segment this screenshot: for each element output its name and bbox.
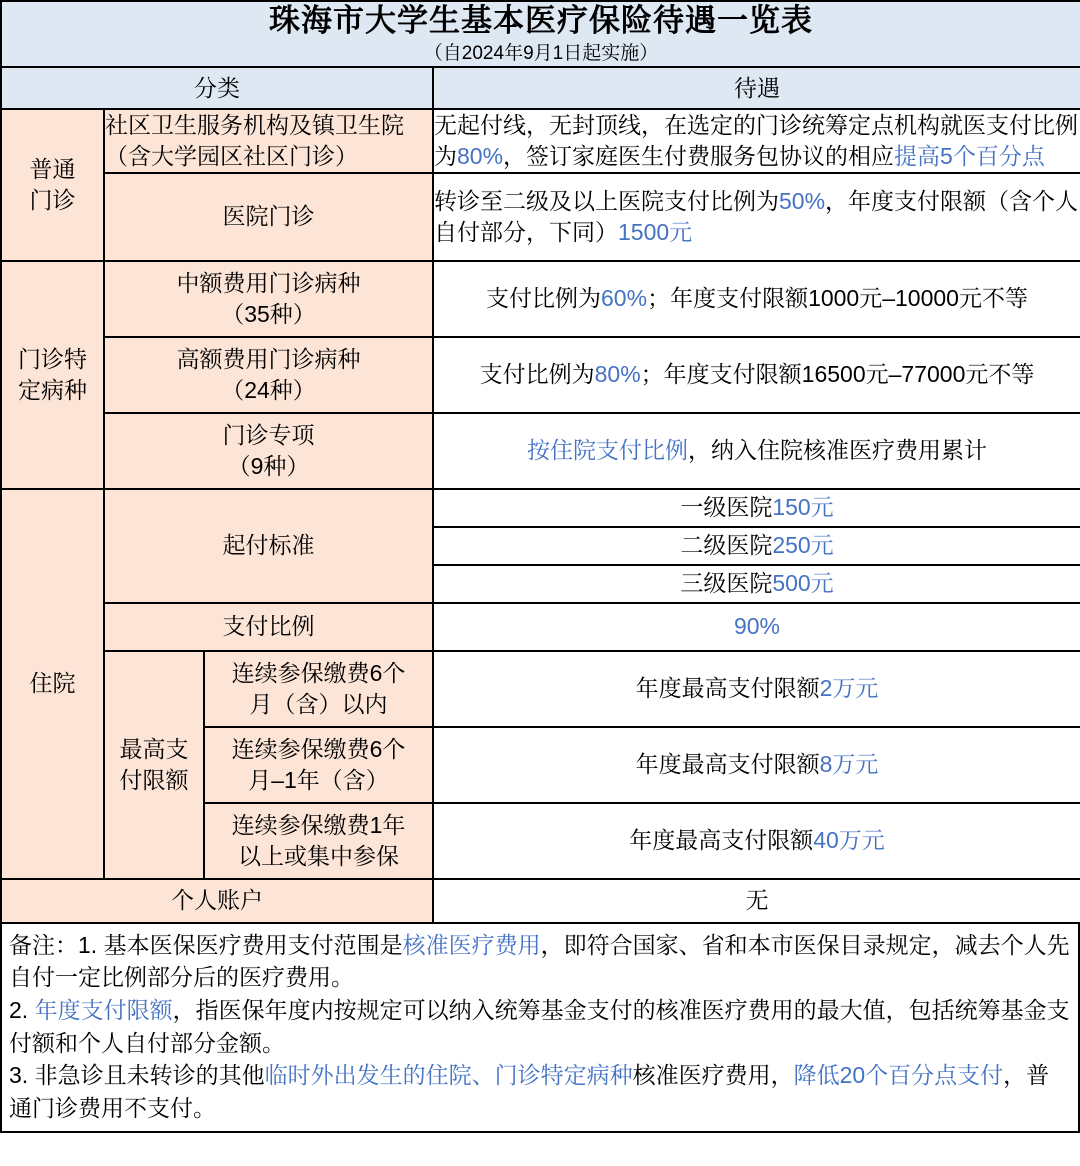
category-special-outpatient-line2: 定病种 bbox=[18, 376, 87, 403]
category-special-outpatient bbox=[1, 261, 104, 489]
text-run-3: 提高5个百分点 bbox=[894, 143, 1045, 170]
table-row bbox=[1, 489, 1080, 603]
benefit-medium-cost-diseases bbox=[433, 261, 1080, 337]
category-personal-account: 个人账户 bbox=[1, 879, 433, 923]
deductible-level-2 bbox=[434, 527, 1080, 565]
subcategory-high-cost-diseases bbox=[104, 337, 433, 413]
text-run-2: ；年度支付限额1000元–10000元不等 bbox=[647, 285, 1028, 312]
text-run-1: 临时外出发生的住院、门诊特定病种 bbox=[264, 1062, 633, 1089]
text-run-1: 50% bbox=[779, 188, 826, 215]
deductible-level-2-label: 二级医院 bbox=[680, 532, 773, 559]
text-run-1: 核准医疗费用 bbox=[402, 931, 541, 958]
maxlimit-tier-2-amount: 8万元 bbox=[819, 751, 879, 778]
subcategory-medium-cost-diseases-line1: 中额费用门诊病种 bbox=[176, 270, 361, 297]
table-row bbox=[1, 879, 1080, 923]
category-general-outpatient-line1: 普通 bbox=[29, 156, 76, 183]
subcategory-community-clinic: 社区卫生服务机构及镇卫生院（含大学园区社区门诊） bbox=[104, 109, 433, 172]
text-run-2: ，签订家庭医生付费服务包协议的相应 bbox=[503, 143, 895, 170]
text-run-0: 支付比例为 bbox=[486, 285, 602, 312]
payment-ratio-value: 90% bbox=[733, 613, 781, 640]
maxlimit-tier-3-value bbox=[433, 803, 1080, 879]
header-benefit: 待遇 bbox=[433, 67, 1080, 109]
text-run-1: 80% bbox=[594, 361, 641, 388]
benefit-community-clinic bbox=[433, 109, 1080, 172]
table-row bbox=[1, 173, 1080, 261]
deductible-level-3-label: 三级医院 bbox=[680, 570, 773, 597]
subcategory-hospital-outpatient: 医院门诊 bbox=[104, 173, 433, 261]
maxlimit-tier-1-line1: 连续参保缴费6个 bbox=[231, 660, 406, 687]
benefit-personal-account: 无 bbox=[433, 879, 1080, 923]
table-row bbox=[1, 603, 1080, 651]
list-item bbox=[434, 490, 1080, 527]
maxlimit-tier-2-label bbox=[204, 727, 433, 803]
footnote-1 bbox=[9, 929, 1071, 994]
maxlimit-tier-1-amount: 2万元 bbox=[819, 675, 879, 702]
page-title: 珠海市大学生基本医疗保险待遇一览表 bbox=[269, 3, 813, 38]
deductible-subtable bbox=[434, 490, 1080, 602]
maxlimit-tier-1-value bbox=[433, 651, 1080, 727]
benefit-payment-ratio bbox=[433, 603, 1080, 651]
subcategory-medium-cost-diseases-line2: （35种） bbox=[221, 300, 316, 327]
list-item bbox=[434, 527, 1080, 565]
category-general-outpatient-line2: 门诊 bbox=[29, 187, 76, 214]
deductible-level-1 bbox=[434, 490, 1080, 527]
subcategory-high-cost-diseases-line1: 高额费用门诊病种 bbox=[176, 346, 361, 373]
footnote-2 bbox=[9, 994, 1071, 1059]
text-run-3: 1500元 bbox=[618, 218, 693, 245]
table-row bbox=[1, 109, 1080, 172]
text-run-2: ，即符合国家、省和本市医保目录规定，减去个人先自付一定比例部分后的医疗费用。 bbox=[9, 931, 1070, 991]
table-row bbox=[1, 413, 1080, 489]
footnotes bbox=[0, 924, 1080, 1133]
subcategory-high-cost-diseases-line2: （24种） bbox=[221, 376, 316, 403]
maxlimit-tier-2-line2: 月–1年（含） bbox=[248, 766, 389, 793]
maxlimit-tier-1-label bbox=[204, 651, 433, 727]
table-row bbox=[1, 337, 1080, 413]
subcategory-max-limit bbox=[104, 651, 204, 879]
table-row bbox=[1, 261, 1080, 337]
maxlimit-tier-2-value bbox=[433, 727, 1080, 803]
header-category: 分类 bbox=[1, 67, 433, 109]
benefit-hospital-outpatient bbox=[433, 173, 1080, 261]
maxlimit-tier-3-amount: 40万元 bbox=[813, 827, 885, 854]
text-run-0: 转诊至二级及以上医院支付比例为 bbox=[434, 188, 779, 215]
text-run-0: 3. 非急诊且未转诊的其他 bbox=[9, 1062, 265, 1089]
category-inpatient: 住院 bbox=[1, 489, 104, 879]
subcategory-medium-cost-diseases bbox=[104, 261, 433, 337]
text-run-0: 无起付线，无封顶线，在选定的门诊统筹定点机构就医支付比例为 bbox=[434, 112, 1078, 170]
text-run-0: 支付比例为 bbox=[479, 361, 595, 388]
maxlimit-tier-3-label bbox=[204, 803, 433, 879]
text-run-1: 80% bbox=[457, 143, 504, 170]
text-run-0: 按住院支付比例 bbox=[527, 437, 688, 464]
subcategory-payment-ratio: 支付比例 bbox=[104, 603, 433, 651]
deductible-level-3-value: 500元 bbox=[772, 570, 834, 597]
subcategory-outpatient-special-items bbox=[104, 413, 433, 489]
subcategory-max-limit-line2: 付限额 bbox=[119, 766, 189, 793]
maxlimit-tier-3-prefix: 年度最高支付限额 bbox=[629, 827, 814, 854]
benefit-high-cost-diseases bbox=[433, 337, 1080, 413]
category-special-outpatient-line1: 门诊特 bbox=[18, 346, 87, 373]
footnote-3 bbox=[9, 1059, 1071, 1124]
text-run-2: ，年度支付限额（含个人自付部分，下同） bbox=[434, 188, 1079, 245]
maxlimit-tier-2-line1: 连续参保缴费6个 bbox=[231, 736, 406, 763]
maxlimit-tier-1-line2: 月（含）以内 bbox=[249, 690, 388, 717]
text-run-0: 备注：1. 基本医保医疗费用支付范围是 bbox=[9, 931, 403, 958]
table-row bbox=[1, 651, 1080, 727]
deductible-level-1-value: 150元 bbox=[772, 494, 834, 521]
maxlimit-tier-3-line2: 以上或集中参保 bbox=[238, 842, 399, 869]
text-run-4: ，普通门诊费用不支付。 bbox=[9, 1062, 1050, 1121]
maxlimit-tier-2-prefix: 年度最高支付限额 bbox=[635, 751, 820, 778]
deductible-level-1-label: 一级医院 bbox=[680, 494, 773, 521]
deductible-level-3 bbox=[434, 565, 1080, 602]
title-row bbox=[1, 1, 1080, 67]
deductible-level-2-value: 250元 bbox=[772, 532, 834, 559]
subcategory-outpatient-special-items-line2: （9种） bbox=[227, 452, 310, 479]
subcategory-outpatient-special-items-line1: 门诊专项 bbox=[222, 422, 315, 449]
subcategory-max-limit-line1: 最高支 bbox=[119, 736, 189, 763]
text-run-1: ，纳入住院核准医疗费用累计 bbox=[688, 437, 987, 464]
page-subtitle: （自2024年9月1日起实施） bbox=[423, 42, 659, 64]
text-run-2: ，指医保年度内按规定可以纳入统筹基金支付的核准医疗费用的最大值，包括统筹基金支付额和个人自付部分金额。 bbox=[9, 996, 1070, 1056]
text-run-2: 核准医疗费用， bbox=[632, 1062, 794, 1089]
maxlimit-tier-1-prefix: 年度最高支付限额 bbox=[635, 675, 820, 702]
column-header-row bbox=[1, 67, 1080, 109]
benefit-outpatient-special-items bbox=[433, 413, 1080, 489]
text-run-1: 年度支付限额 bbox=[34, 996, 173, 1023]
category-general-outpatient bbox=[1, 109, 104, 260]
text-run-0: 2. bbox=[9, 996, 35, 1023]
text-run-2: ；年度支付限额16500元–77000元不等 bbox=[640, 361, 1035, 388]
list-item bbox=[434, 565, 1080, 602]
text-run-3: 降低20个百分点支付 bbox=[793, 1062, 1004, 1089]
maxlimit-tier-3-line1: 连续参保缴费1年 bbox=[231, 812, 406, 839]
benefit-deductible-cell bbox=[433, 489, 1080, 603]
title-cell bbox=[1, 1, 1080, 67]
text-run-1: 60% bbox=[601, 285, 648, 312]
subcategory-deductible: 起付标准 bbox=[104, 489, 433, 603]
